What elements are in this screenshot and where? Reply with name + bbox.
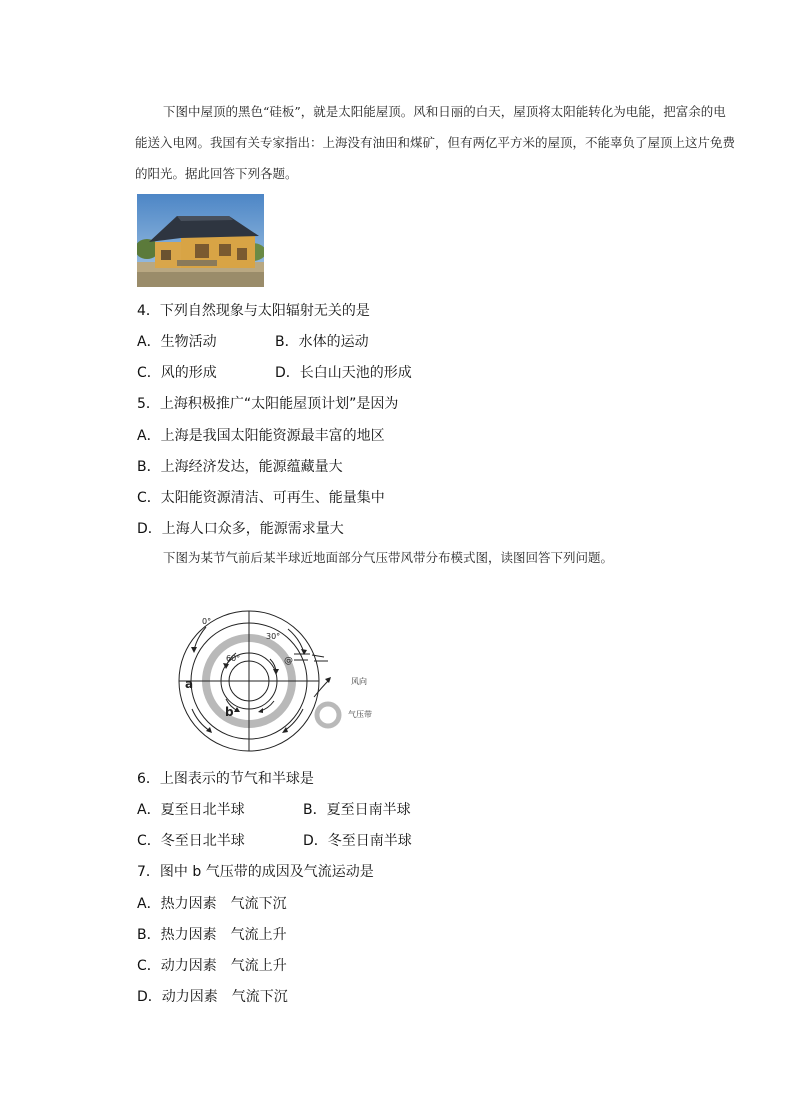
label-b: b <box>225 705 234 719</box>
house-illustration <box>137 194 264 287</box>
label-a: a <box>185 677 194 691</box>
label-at: @ <box>284 656 293 666</box>
label-0-degree: 0° <box>202 617 212 626</box>
legend-wind-arrowhead <box>325 677 331 683</box>
label-60-degree: 60° <box>226 654 241 663</box>
legend-wind-arrow <box>314 679 330 697</box>
q7-option-d[interactable]: D．动力因素 气流下沉 <box>137 989 288 1005</box>
q6-option-a[interactable]: A．夏至日北半球 <box>137 802 245 818</box>
q7-stem: 7．图中 b 气压带的成因及气流运动是 <box>137 864 374 880</box>
q6-option-b[interactable]: B．夏至日南半球 <box>303 802 411 818</box>
q7-option-c[interactable]: C．动力因素 气流上升 <box>137 958 287 974</box>
small-dash-marks <box>294 654 328 661</box>
q5-option-c[interactable]: C．太阳能资源清洁、可再生、能量集中 <box>137 490 385 506</box>
legend-wind-label: 风向 <box>351 677 367 686</box>
intro-text-1: 下图中屋顶的黑色“硅板”，就是太阳能屋顶。风和日丽的白天，屋顶将太阳能转化为电能，把富余的电能送入电网。我国有关专家指出：上海没有油田和煤矿，但有两亿平方米的屋顶，不能辜负了屋顶上这片免费的阳光。据此回答下列各题。 <box>135 104 736 181</box>
q4-option-c[interactable]: C．风的形成 <box>137 365 217 381</box>
q7-option-b[interactable]: B．热力因素 气流上升 <box>137 927 287 943</box>
q5-option-a[interactable]: A．上海是我国太阳能资源最丰富的地区 <box>137 428 385 444</box>
diagram-svg <box>170 605 400 755</box>
q4-option-a[interactable]: A．生物活动 <box>137 334 217 350</box>
q6-option-d[interactable]: D．冬至日南半球 <box>303 833 412 849</box>
q4-option-d[interactable]: D．长白山天池的形成 <box>275 365 412 381</box>
intro-text-2: 下图为某节气前后某半球近地面部分气压带风带分布模式图，读图回答下列问题。 <box>163 550 614 565</box>
intro-paragraph-1 <box>135 96 735 189</box>
q7-option-a[interactable]: A．热力因素 气流下沉 <box>137 896 287 912</box>
legend-pressure-label: 气压带 <box>348 710 372 719</box>
solar-roof-house-photo <box>137 194 264 287</box>
q5-option-d[interactable]: D．上海人口众多，能源需求量大 <box>137 521 344 537</box>
legend-pressure-ring <box>317 704 339 726</box>
q4-option-b[interactable]: B．水体的运动 <box>275 334 369 350</box>
q6-stem: 6．上图表示的节气和半球是 <box>137 771 314 787</box>
q4-stem: 4．下列自然现象与太阳辐射无关的是 <box>137 303 370 319</box>
intro-paragraph-2 <box>135 542 735 573</box>
label-30-degree: 30° <box>266 632 281 641</box>
pressure-belt-diagram <box>170 605 400 755</box>
q5-option-b[interactable]: B．上海经济发达，能源蕴藏量大 <box>137 459 343 475</box>
q5-stem: 5．上海积极推广“太阳能屋顶计划”是因为 <box>137 396 399 412</box>
q6-option-c[interactable]: C．冬至日北半球 <box>137 833 245 849</box>
